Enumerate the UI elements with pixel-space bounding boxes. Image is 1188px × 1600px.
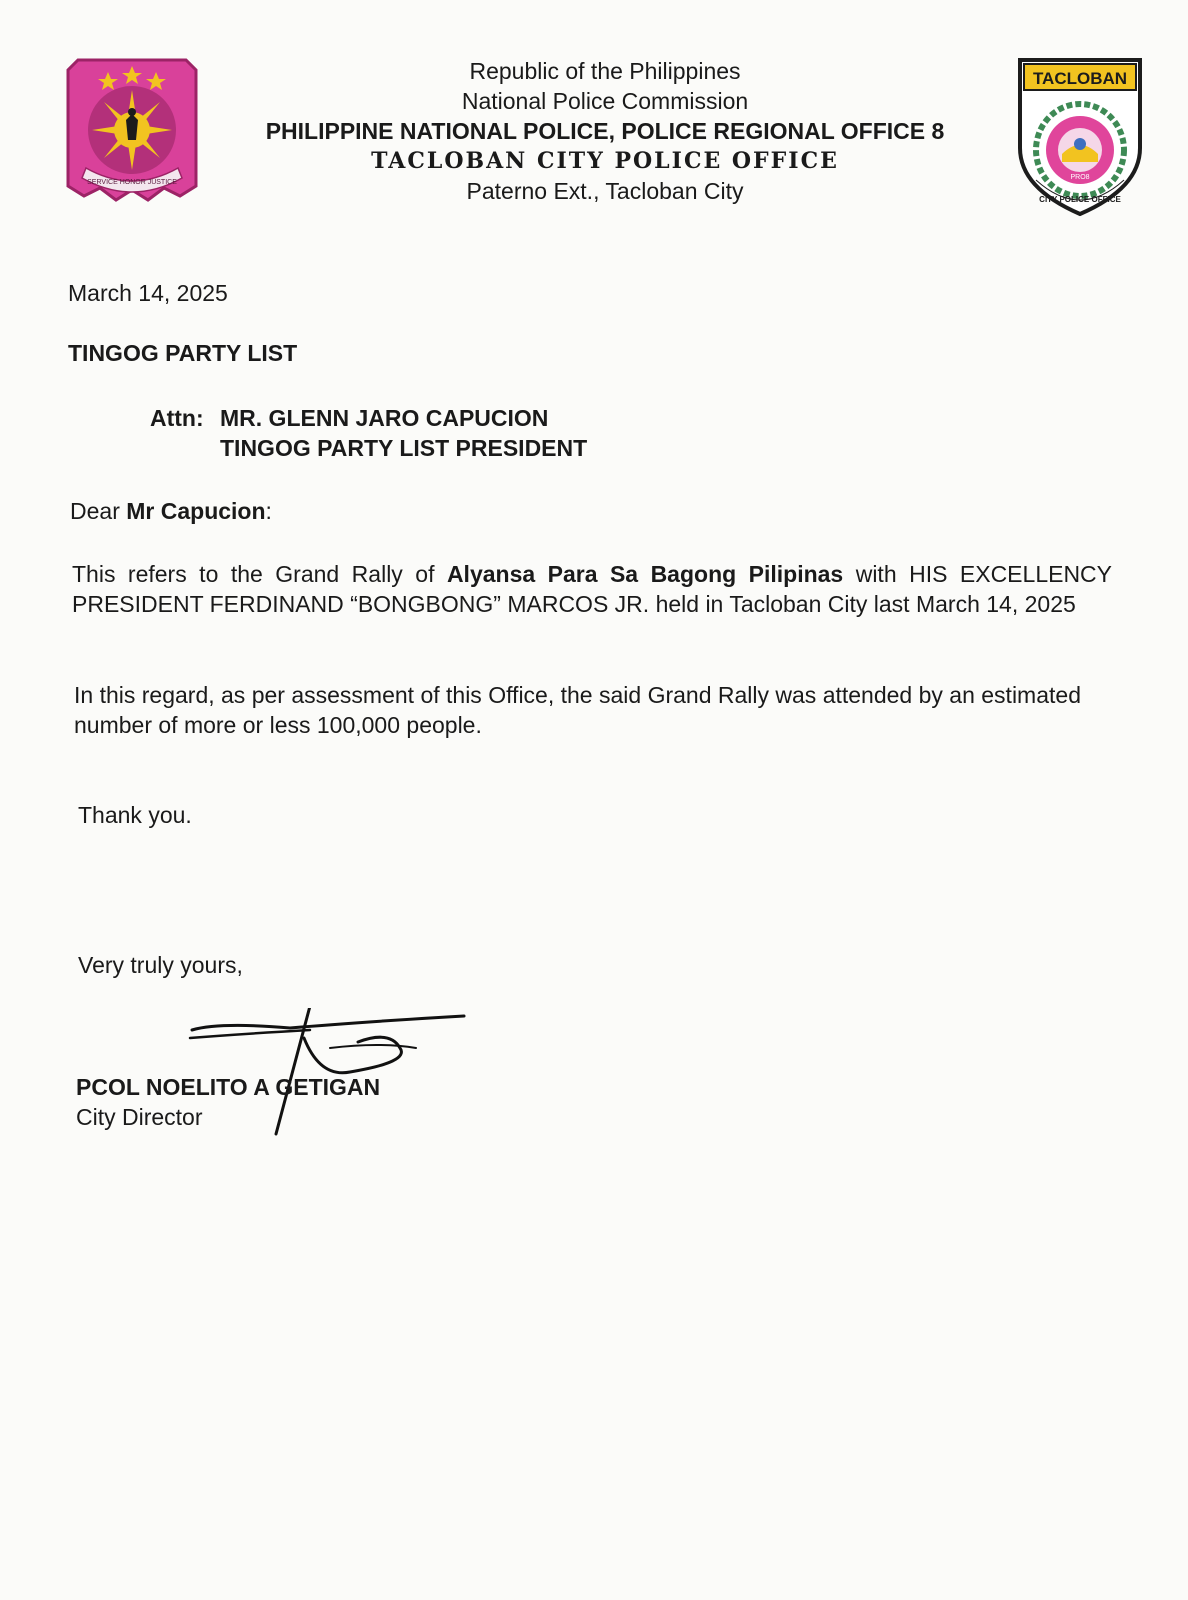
signatory-title: City Director bbox=[76, 1104, 203, 1130]
tacloban-seal-inner: PRO8 bbox=[1070, 174, 1090, 181]
tacloban-seal-title: TACLOBAN bbox=[1032, 69, 1128, 88]
pnp-seal-logo bbox=[64, 56, 200, 216]
attn-title: TINGOG PARTY LIST PRESIDENT bbox=[220, 435, 588, 461]
para1-text-a: This refers to the Grand Rally of bbox=[72, 561, 447, 587]
thank-you: Thank you. bbox=[78, 802, 192, 828]
salutation-name: Mr Capucion bbox=[126, 498, 266, 524]
letterhead bbox=[210, 56, 1000, 206]
header-tacloban-cpo: TACLOBAN CITY POLICE OFFICE bbox=[371, 148, 839, 174]
para1-alliance-name: Alyansa Para Sa Bagong Pilipinas bbox=[446, 561, 844, 587]
header-pnp-pro8: PHILIPPINE NATIONAL POLICE, POLICE REGIONAL OFFICE 8 bbox=[265, 118, 945, 144]
tacloban-cpo-seal-logo bbox=[1014, 56, 1146, 218]
pnp-seal-banner: SERVICE HONOR JUSTICE bbox=[87, 179, 177, 186]
signatory-name: PCOL NOELITO A GETIGAN bbox=[76, 1074, 381, 1100]
attn-name: MR. GLENN JARO CAPUCION bbox=[220, 405, 549, 431]
header-napolcom: National Police Commission bbox=[461, 88, 749, 114]
letter-date: March 14, 2025 bbox=[68, 280, 228, 306]
paragraph-grand-rally bbox=[72, 559, 1112, 619]
attn-label: Attn: bbox=[150, 405, 204, 431]
salutation bbox=[70, 496, 272, 526]
paragraph-attendance: In this regard, as per assessment of this Office, the said Grand Rally was attended by an estimated number of more or less 100,000 people. bbox=[74, 682, 1081, 738]
closing: Very truly yours, bbox=[78, 952, 243, 978]
header-republic: Republic of the Philippines bbox=[469, 58, 741, 84]
tacloban-seal-text: CITY POLICE OFFICE bbox=[1039, 195, 1121, 204]
salutation-prefix: Dear bbox=[70, 498, 127, 524]
salutation-suffix: : bbox=[265, 498, 272, 524]
recipient-org: TINGOG PARTY LIST bbox=[68, 340, 298, 366]
header-address: Paterno Ext., Tacloban City bbox=[466, 178, 744, 204]
para1-text-b: with HIS EXCELLENCY PRESIDENT FERDINAND “BONGBONG” MARCOS JR. held in Tacloban City last March 14, 2025 bbox=[72, 561, 1113, 617]
